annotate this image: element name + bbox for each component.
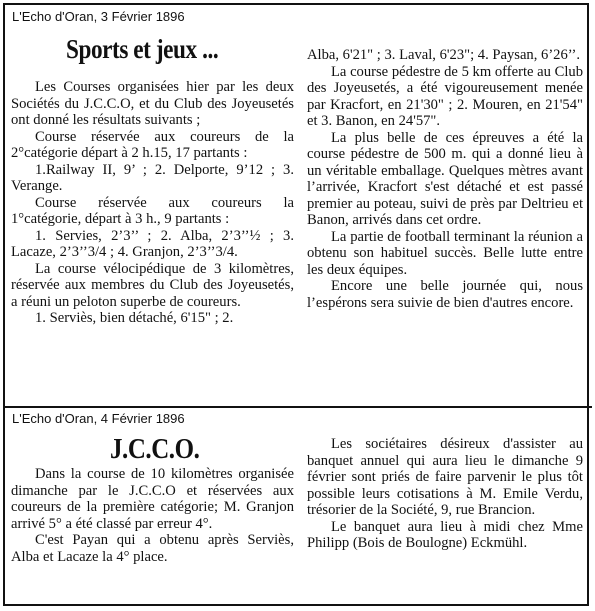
article2-source: L'Echo d'Oran, 4 Février 1896 (12, 411, 185, 426)
article1-headline: Sports et jeux ... (66, 34, 219, 64)
article1-right-column (307, 47, 583, 311)
paragraph: La course pédestre de 5 km offerte au Club des Joyeusetés, a été vigoureusement menée par Kracfort, en 21'30" ; 2. Mouren, en 21'54" et 3. Banon, en 24'57". (307, 63, 583, 129)
paragraph: Les sociétaires désireux d'assister au banquet annuel qui aura lieu le dimanche 9 février sont priés de faire parvenir le plus tôt possible leurs cotisations à M. Emile Verdu, trésorier de la Société, 9, rue Brancion. (307, 436, 583, 518)
paragraph: Les Courses organisées hier par les deux Sociétés du J.C.C.O, et du Club des Joyeusetés ont donné les résultats suivants ; (11, 79, 294, 128)
article2-right-column (307, 436, 583, 552)
paragraph: 1.Railway II, 9’ ; 2. Delporte, 9’12 ; 3. Verange. (11, 161, 294, 194)
paragraph: Course réservée aux coureurs de la 2°catégorie départ à 2 h.15, 17 partants : (11, 128, 294, 161)
paragraph: Course réservée aux coureurs la 1°catégorie, départ à 3 h., 9 partants : (11, 194, 294, 227)
paragraph: Le banquet aura lieu à midi chez Mme Philipp (Bois de Boulogne) Eckmühl. (307, 518, 583, 551)
paragraph: Alba, 6'21" ; 3. Laval, 6'23"; 4. Paysan, 6’26’’. (307, 47, 581, 63)
article1-left-column (11, 79, 294, 327)
paragraph: C'est Payan qui a obtenu après Serviès, Alba et Lacaze la 4° place. (11, 532, 294, 565)
article2-headline: J.C.C.O. (110, 433, 200, 465)
article-divider (3, 406, 592, 408)
paragraph: La course vélocipédique de 3 kilomètres, réservée aux membres du Club des Joyeusetés, a réuni un peloton superbe de coureurs. (11, 260, 294, 310)
paragraph: Encore une belle journée qui, nous l’espérons sera suivie de bien d'autres encore. (307, 278, 583, 311)
paragraph: 1. Servies, 2’3’’ ; 2. Alba, 2’3’’½ ; 3. Lacaze, 2’3’’3/4 ; 4. Granjon, 2’3’’3/4. (11, 227, 294, 260)
paragraph: La plus belle de ces épreuves a été la course pédestre de 500 m. qui a donné lieu à un véritable emballage. Quelques mètres avant l’arrivée, Kracfort s'est détaché et est passé premier au poteau, suivi de près par Deltrieu et Banon, arrivés dans cet ordre. (307, 129, 583, 228)
article1-source: L'Echo d'Oran, 3 Février 1896 (12, 9, 185, 24)
paragraph: 1. Serviès, bien détaché, 6'15" ; 2. (35, 310, 234, 326)
article2-left-column (11, 466, 294, 565)
paragraph: Dans la course de 10 kilomètres organisée dimanche par le J.C.C.O et réservées aux coureurs de la première catégorie; M. Granjon arrivé 5° a été classé par erreur 4°. (11, 466, 294, 532)
paragraph: La partie de football terminant la réunion a obtenu son habituel succès. Belle lutte entre les deux équipes. (307, 228, 583, 278)
